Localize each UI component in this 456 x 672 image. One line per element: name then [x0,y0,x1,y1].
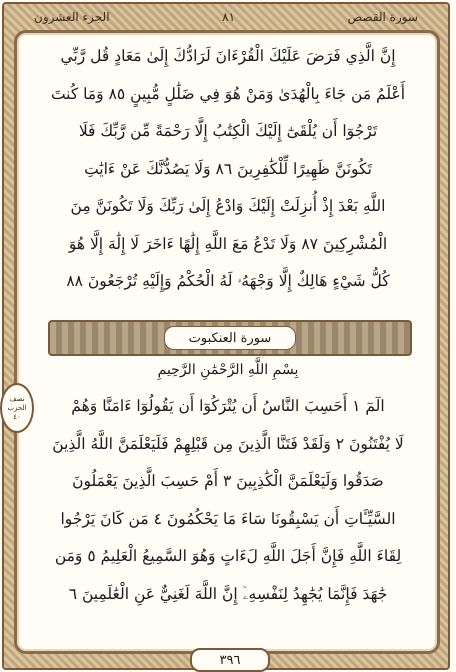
juz-label: الجزء العشرون [34,10,110,24]
text-line: لِقَاءَ اللَّهِ فَإِنَّ أَجَلَ اللَّهِ لَءَاتٍ وَهُوَ السَّمِيعُ الْعَلِيمُ ٥ وَمَن [54,547,402,565]
page-number: ٣٩٦ [190,648,270,672]
text-line: أَعْلَمُ مَن جَاءَ بِالْهُدَىٰ وَمَنْ هُوَ فِي ضَلَٰلٍ مُّبِينٍ ٨٥ وَمَا كُنتَ [50,84,406,103]
text-line: صَدَقُوا وَلَيَعْلَمَنَّ الْكَٰذِبِينَ ٣ أَمْ حَسِبَ الَّذِينَ يَعْمَلُونَ [72,472,384,490]
text-line: السَّيِّـَٔاتِ أَن يَسْبِقُونَا سَاءَ مَا يَحْكُمُونَ ٤ مَن كَانَ يَرْجُوا [60,509,396,528]
surah-banner [48,320,412,356]
text-line: اللَّهِ بَعْدَ إِذْ أُنزِلَتْ إِلَيْكَ وَادْعُ إِلَىٰ رَبِّكَ وَلَا تَكُونَنَّ مِنَ [70,197,386,215]
upper-text-block [28,38,428,301]
text-line: كُلُّ شَيْءٍ هَالِكٌ إِلَّا وَجْهَهُۥ لَهُ الْحُكْمُ وَإِلَيْهِ تُرْجَعُونَ ٨٨ [66,272,390,290]
surah-title: سورة العنكبوت [164,326,296,350]
text-line: إِنَّ الَّذِي فَرَضَ عَلَيْكَ الْقُرْءَانَ لَرَادُّكَ إِلَىٰ مَعَادٍ قُل رَّبِّي [60,47,396,65]
hizb-marker-line3: ٤٠ [13,412,21,421]
page-header [14,6,438,28]
text-line: الٓمٓ ١ أَحَسِبَ النَّاسُ أَن يُتْرَكُوٓا أَن يَقُولُوٓا ءَامَنَّا وَهُمْ [71,397,385,415]
text-line: تَكُونَنَّ ظَهِيرًا لِّلْكَٰفِرِينَ ٨٦ وَلَا يَصُدُّنَّكَ عَنْ ءَايَٰتِ [84,159,372,178]
header-page-mark: ٨١ [222,10,236,24]
text-line: جَٰهَدَ فَإِنَّمَا يُجَٰهِدُ لِنَفْسِهِۦٓ إِنَّ اللَّهَ لَغَنِيٌّ عَنِ الْعَٰلَمِينَ ٦ [68,584,388,603]
hizb-marker-line1: نصف [9,394,25,403]
text-line: تَرْجُوٓا أَن يُلْقَىٰٓ إِلَيْكَ الْكِتَٰبُ إِلَّا رَحْمَةً مِّن رَّبِّكَ فَلَا [78,122,378,140]
hizb-marker-line2: الحزب [7,403,27,412]
lower-text-block [28,388,428,613]
basmala: بِسْمِ اللَّهِ الرَّحْمَٰنِ الرَّحِيمِ [157,362,299,378]
text-line: لَا يُفْتَنُونَ ٢ وَلَقَدْ فَتَنَّا الَّذِينَ مِن قَبْلِهِمْ فَلَيَعْلَمَنَّ اللَّهُ الَّذِينَ [52,434,404,453]
text-line: الْمُشْرِكِينَ ٨٧ وَلَا تَدْعُ مَعَ اللَّهِ إِلَٰهًا ءَاخَرَ لَا إِلَٰهَ إِلَّا هُوَ [68,234,388,253]
surah-label: سورة القصص [347,10,418,24]
